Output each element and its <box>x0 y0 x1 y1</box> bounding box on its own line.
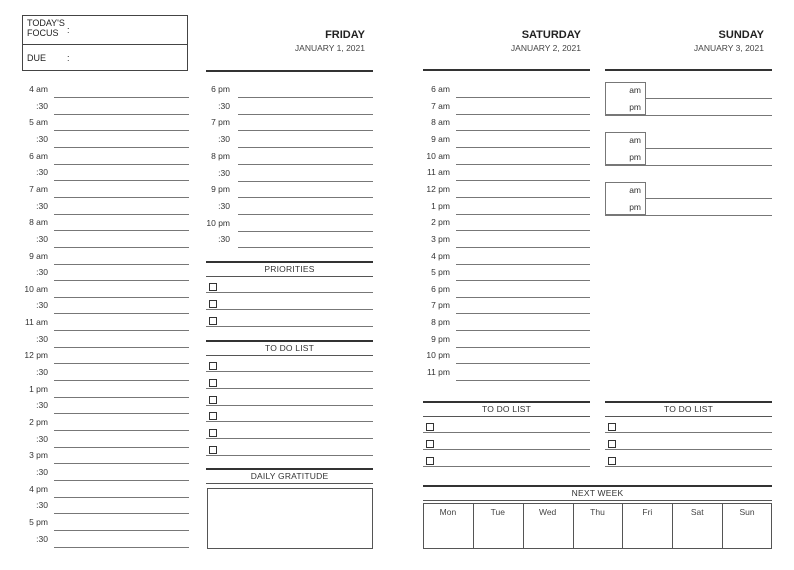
friday-time-entry-line[interactable] <box>238 97 373 98</box>
next-week-day-label: Sun <box>739 507 755 517</box>
friday-time-label: :30 <box>218 167 230 178</box>
saturday-time-entry-line[interactable] <box>456 230 590 231</box>
time-entry-line[interactable] <box>54 247 189 248</box>
time-label: 11 am <box>25 317 48 328</box>
time-label: :30 <box>36 333 48 344</box>
saturday-time-entry-line[interactable] <box>456 380 590 381</box>
sunday-title: SUNDAY <box>718 29 764 41</box>
saturday-title: SATURDAY <box>521 29 581 41</box>
time-entry-line[interactable] <box>54 280 189 281</box>
friday-todo-line[interactable] <box>206 371 373 372</box>
friday-todo-checkbox[interactable] <box>209 429 217 437</box>
friday-time-entry-line[interactable] <box>238 181 373 182</box>
saturday-time-entry-line[interactable] <box>456 297 590 298</box>
time-label: 9 am <box>29 250 48 261</box>
time-label: 5 pm <box>29 516 48 527</box>
saturday-time-label: 9 pm <box>431 333 450 344</box>
friday-time-label: 7 pm <box>211 117 230 128</box>
time-entry-line[interactable] <box>54 480 189 481</box>
priority-checkbox[interactable] <box>209 317 217 325</box>
time-label: 8 am <box>29 217 48 228</box>
friday-todo-header: TO DO LIST <box>206 340 373 356</box>
friday-time-entry-line[interactable] <box>238 114 373 115</box>
next-week-day-cell[interactable] <box>723 519 771 547</box>
friday-todo-line[interactable] <box>206 455 373 456</box>
time-label: :30 <box>36 167 48 178</box>
saturday-time-entry-line[interactable] <box>456 97 590 98</box>
saturday-header-rule <box>423 69 590 71</box>
saturday-time-label: 8 pm <box>431 317 450 328</box>
friday-todo-line[interactable] <box>206 421 373 422</box>
time-label: 7 am <box>29 183 48 194</box>
time-label: :30 <box>36 267 48 278</box>
time-entry-line[interactable] <box>54 264 189 265</box>
priority-checkbox[interactable] <box>209 300 217 308</box>
time-entry-line[interactable] <box>54 430 189 431</box>
saturday-time-label: 6 pm <box>431 283 450 294</box>
saturday-time-label: 10 am <box>426 150 450 161</box>
friday-time-entry-line[interactable] <box>238 231 373 232</box>
time-entry-line[interactable] <box>54 214 189 215</box>
saturday-time-label: 12 pm <box>426 183 450 194</box>
friday-time-entry-line[interactable] <box>238 164 373 165</box>
sunday-todo-header: TO DO LIST <box>605 401 772 417</box>
friday-todo-line[interactable] <box>206 438 373 439</box>
friday-todo-checkbox[interactable] <box>209 362 217 370</box>
time-label: 6 am <box>29 150 48 161</box>
saturday-todo-header: TO DO LIST <box>423 401 590 417</box>
time-entry-line[interactable] <box>54 97 189 98</box>
sunday-am-label: am <box>629 135 641 145</box>
time-label: 2 pm <box>29 417 48 427</box>
next-week-day-label: Sat <box>690 507 704 517</box>
friday-todo-line[interactable] <box>206 388 373 389</box>
saturday-time-entry-line[interactable] <box>456 347 590 348</box>
friday-time-label: :30 <box>218 100 230 111</box>
sunday-pm-line[interactable] <box>605 165 772 166</box>
saturday-time-label: 7 pm <box>431 300 450 311</box>
friday-time-label: 6 pm <box>211 84 230 94</box>
focus-box <box>22 15 188 71</box>
time-entry-line[interactable] <box>54 230 189 231</box>
sunday-am-line[interactable] <box>646 148 772 149</box>
priority-line[interactable] <box>206 309 373 310</box>
time-entry-line[interactable] <box>54 347 189 348</box>
saturday-time-label: 1 pm <box>431 200 450 211</box>
time-entry-line[interactable] <box>54 313 189 314</box>
saturday-todo-checkbox[interactable] <box>426 423 434 431</box>
time-label: :30 <box>36 300 48 311</box>
priority-checkbox[interactable] <box>209 283 217 291</box>
saturday-date: JANUARY 2, 2021 <box>510 43 581 53</box>
time-label: :30 <box>36 233 48 244</box>
friday-todo-checkbox[interactable] <box>209 446 217 454</box>
time-label: 5 am <box>29 117 48 128</box>
saturday-time-entry-line[interactable] <box>456 280 590 281</box>
friday-date: JANUARY 1, 2021 <box>294 43 365 53</box>
time-label: :30 <box>36 133 48 144</box>
saturday-time-label: 9 am <box>431 133 450 144</box>
saturday-time-entry-line[interactable] <box>456 130 590 131</box>
next-week-day-cell[interactable] <box>474 519 522 547</box>
saturday-time-label: 8 am <box>431 117 450 128</box>
time-entry-line[interactable] <box>54 114 189 115</box>
friday-header-rule <box>206 70 373 72</box>
saturday-time-label: 10 pm <box>426 350 450 361</box>
time-label: :30 <box>36 500 48 511</box>
time-label: :30 <box>36 533 48 544</box>
next-week-day-cell[interactable] <box>673 519 721 547</box>
friday-time-label: :30 <box>218 134 230 145</box>
time-entry-line[interactable] <box>54 513 189 514</box>
next-week-day-cell[interactable] <box>623 519 671 547</box>
saturday-time-label: 2 pm <box>431 217 450 228</box>
saturday-time-label: 11 pm <box>427 367 450 378</box>
time-entry-line[interactable] <box>54 180 189 181</box>
sunday-todo-checkbox[interactable] <box>608 440 616 448</box>
next-week-day-cell[interactable] <box>524 519 572 547</box>
friday-time-label: 10 pm <box>206 217 230 228</box>
next-week-day-label: Wed <box>538 507 557 517</box>
next-week-day-label: Thu <box>590 507 605 517</box>
priorities-header: PRIORITIES <box>206 261 373 277</box>
saturday-time-label: 11 am <box>427 167 450 178</box>
saturday-todo-line[interactable] <box>423 449 590 450</box>
time-label: :30 <box>36 200 48 211</box>
time-entry-line[interactable] <box>54 530 189 531</box>
saturday-time-entry-line[interactable] <box>456 363 590 364</box>
next-week-day-cell[interactable] <box>574 519 622 547</box>
sunday-am-label: am <box>629 85 641 95</box>
focus-divider <box>23 44 187 45</box>
sunday-todo-checkbox[interactable] <box>608 457 616 465</box>
due-colon: : <box>67 53 70 63</box>
next-week-day-label: Fri <box>642 507 653 517</box>
friday-time-label: 8 pm <box>211 150 230 161</box>
saturday-todo-checkbox[interactable] <box>426 457 434 465</box>
friday-title: FRIDAY <box>325 29 365 41</box>
saturday-time-entry-line[interactable] <box>456 180 590 181</box>
due-label: DUE <box>27 53 47 63</box>
sunday-am-line[interactable] <box>646 198 772 199</box>
saturday-time-entry-line[interactable] <box>456 313 590 314</box>
time-entry-line[interactable] <box>54 363 189 364</box>
time-entry-line[interactable] <box>54 297 189 298</box>
time-label: 4 am <box>29 84 48 94</box>
sunday-pm-label: pm <box>629 202 641 212</box>
gratitude-box[interactable] <box>207 488 373 549</box>
focus-colon: : <box>67 25 70 35</box>
saturday-todo-line[interactable] <box>423 466 590 467</box>
sunday-todo-line[interactable] <box>605 466 772 467</box>
sunday-pm-line[interactable] <box>605 115 772 116</box>
saturday-time-entry-line[interactable] <box>456 164 590 165</box>
time-entry-line[interactable] <box>54 397 189 398</box>
friday-todo-checkbox[interactable] <box>209 396 217 404</box>
time-label: :30 <box>36 466 48 477</box>
friday-time-entry-line[interactable] <box>238 214 373 215</box>
friday-time-entry-line[interactable] <box>238 130 373 131</box>
sunday-am-line[interactable] <box>646 98 772 99</box>
time-label: 1 pm <box>29 383 48 394</box>
time-label: :30 <box>36 433 48 444</box>
sunday-todo-line[interactable] <box>605 449 772 450</box>
friday-todo-line[interactable] <box>206 405 373 406</box>
sunday-todo-line[interactable] <box>605 432 772 433</box>
friday-time-entry-line[interactable] <box>238 197 373 198</box>
sunday-header-rule <box>605 69 772 71</box>
friday-time-entry-line[interactable] <box>238 147 373 148</box>
sunday-pm-label: pm <box>629 102 641 112</box>
saturday-time-entry-line[interactable] <box>456 264 590 265</box>
saturday-time-entry-line[interactable] <box>456 197 590 198</box>
next-week-day-cell[interactable] <box>424 519 472 547</box>
sunday-am-label: am <box>629 185 641 195</box>
gratitude-header: DAILY GRATITUDE <box>206 468 373 484</box>
friday-time-label: :30 <box>218 234 230 245</box>
saturday-todo-checkbox[interactable] <box>426 440 434 448</box>
focus-label: TODAY'S FOCUS <box>27 18 65 38</box>
time-label: :30 <box>36 400 48 411</box>
time-label: 4 pm <box>29 483 48 494</box>
time-entry-line[interactable] <box>54 413 189 414</box>
next-week-day-label: Mon <box>439 507 457 517</box>
time-label: 3 pm <box>29 450 48 461</box>
sunday-date: JANUARY 3, 2021 <box>693 43 764 53</box>
priority-line[interactable] <box>206 326 373 327</box>
saturday-time-label: 7 am <box>431 100 450 111</box>
saturday-time-label: 3 pm <box>431 233 450 244</box>
time-entry-line[interactable] <box>54 164 189 165</box>
friday-time-entry-line[interactable] <box>238 247 373 248</box>
saturday-todo-line[interactable] <box>423 432 590 433</box>
friday-time-label: :30 <box>218 200 230 211</box>
saturday-time-label: 4 pm <box>431 250 450 261</box>
time-entry-line[interactable] <box>54 497 189 498</box>
time-label: 12 pm <box>24 350 48 361</box>
time-entry-line[interactable] <box>54 447 189 448</box>
sunday-pm-label: pm <box>629 152 641 162</box>
saturday-time-label: 6 am <box>431 84 450 94</box>
friday-time-label: 9 pm <box>211 184 230 195</box>
time-label: :30 <box>36 100 48 111</box>
saturday-time-entry-line[interactable] <box>456 214 590 215</box>
sunday-pm-line[interactable] <box>605 215 772 216</box>
next-week-day-label: Tue <box>490 507 505 517</box>
saturday-time-entry-line[interactable] <box>456 330 590 331</box>
friday-todo-checkbox[interactable] <box>209 379 217 387</box>
time-entry-line[interactable] <box>54 130 189 131</box>
time-entry-line[interactable] <box>54 330 189 331</box>
sunday-todo-checkbox[interactable] <box>608 423 616 431</box>
next-week-header: NEXT WEEK <box>423 485 772 501</box>
saturday-time-entry-line[interactable] <box>456 247 590 248</box>
time-label: :30 <box>36 367 48 378</box>
saturday-time-label: 5 pm <box>431 267 450 278</box>
priority-line[interactable] <box>206 292 373 293</box>
time-entry-line[interactable] <box>54 197 189 198</box>
time-entry-line[interactable] <box>54 547 189 548</box>
saturday-time-entry-line[interactable] <box>456 114 590 115</box>
friday-todo-checkbox[interactable] <box>209 412 217 420</box>
time-label: 10 am <box>24 283 48 294</box>
saturday-time-entry-line[interactable] <box>456 147 590 148</box>
time-entry-line[interactable] <box>54 463 189 464</box>
time-entry-line[interactable] <box>54 147 189 148</box>
time-entry-line[interactable] <box>54 380 189 381</box>
